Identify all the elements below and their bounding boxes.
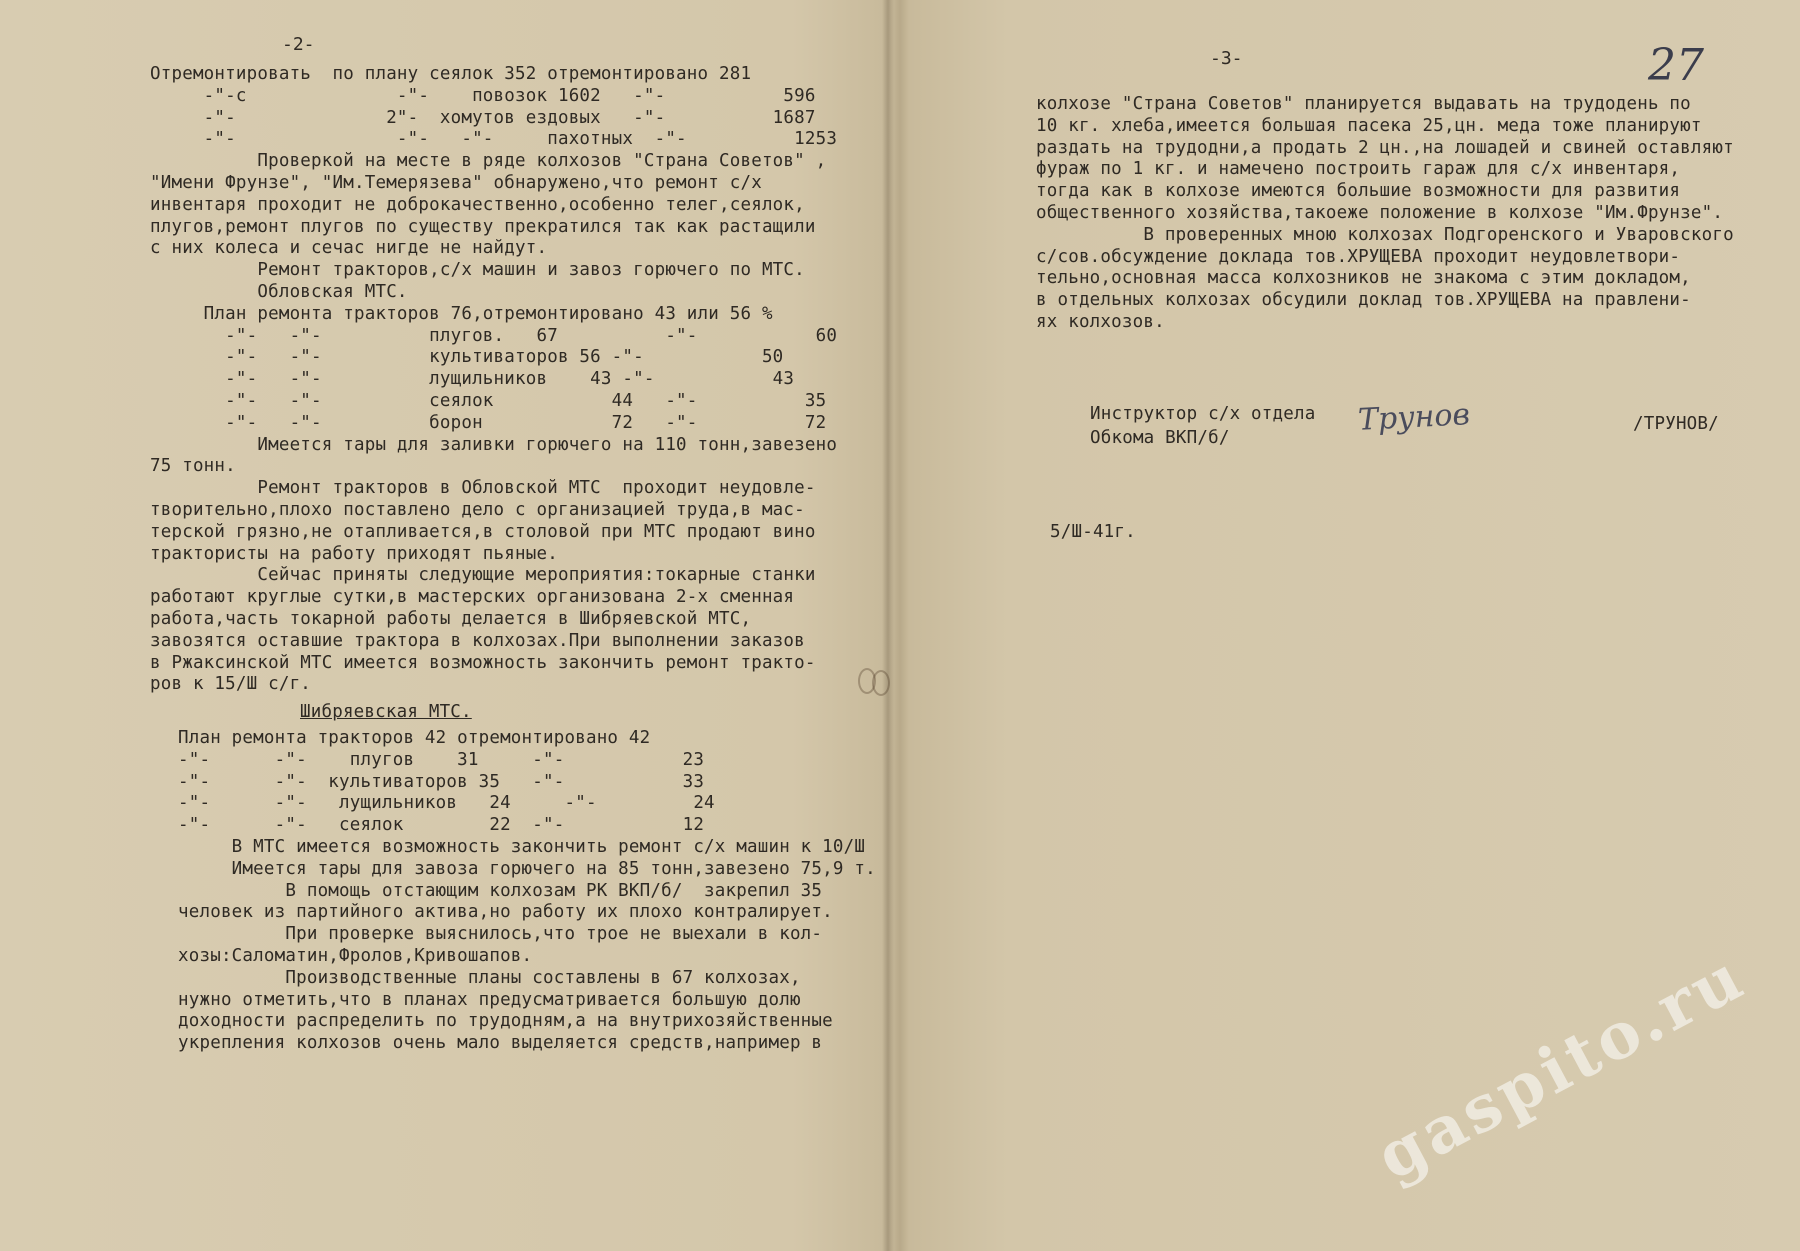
text-line: в Ржаксинской МТС имеется возможность закончить ремонт тракто- — [150, 652, 816, 673]
text-line: "Имени Фрунзе", "Им.Темерязева" обнаружено,что ремонт с/х — [150, 173, 762, 193]
section-title: Шибряевская МТС. — [300, 702, 472, 722]
text-line: 10 кг. хлеба,имеется большая пасека 25,цн. меда тоже планируют — [1036, 115, 1702, 136]
text-line: работают круглые сутки,в мастерских организована 2-х сменная — [150, 587, 795, 608]
text-line: укрепления колхозов очень мало выделяется средств,например в — [178, 1033, 823, 1054]
right-page — [888, 0, 1800, 1251]
text-line: ях колхозов. — [1036, 312, 1165, 332]
text-line: Имеется тары для заливки горючего на 110 тонн,завезено — [150, 434, 838, 455]
text-line: терской грязно,не отапливается,в столовой при МТС продают вино — [150, 521, 816, 542]
text-line: общественного хозяйства,такоеже положение в колхозе "Им.Фрунзе". — [1036, 203, 1724, 223]
text-line: хозы:Саломатин,Фролов,Кривошапов. — [178, 946, 533, 966]
text-line: творительно,плохо поставлено дело с организацией труда,в мас- — [150, 500, 805, 520]
text-line: фураж по 1 кг. и намечено построить гараж для с/х инвентаря, — [1036, 159, 1681, 180]
text-line: -"- -"- плугов. 67 -"- 60 — [150, 325, 838, 346]
handwritten-signature: Трунов — [1357, 397, 1471, 438]
text-line: завозятся оставшие трактора в колхозах.При выполнении заказов — [150, 630, 805, 651]
text-line: в отдельных колхозах обсудили доклад тов.ХРУЩЕВА на правлени- — [1036, 290, 1691, 311]
text-line: 75 тонн. — [150, 456, 236, 477]
text-line: -"- -"- борон 72 -"- 72 — [150, 412, 827, 433]
left-page — [0, 0, 888, 1251]
text-line: инвентаря проходит не доброкачественно,особенно телег,сеялок, — [150, 194, 805, 215]
text-line: Ремонт тракторов,с/х машин и завоз горючего по МТС. — [150, 260, 805, 281]
text-line: Ремонт тракторов в Обловской МТС проходит неудовле- — [150, 478, 816, 499]
text-line: -"- -"- лущильников 43 -"- 43 — [150, 369, 795, 390]
text-line: Проверкой на месте в ряде колхозов "Страна Советов" , — [150, 151, 827, 172]
text-line: Производственные планы составлены в 67 колхозах, — [178, 967, 801, 988]
text-line: -"- -"- -"- пахотных -"- 1253 — [150, 129, 838, 150]
text-line: План ремонта тракторов 76,отремонтировано 43 или 56 % — [150, 303, 773, 324]
text-line: раздать на трудодни,а продать 2 цн.,на лошадей и свиней оставляют — [1036, 137, 1734, 158]
page-number: -3- — [1210, 48, 1243, 69]
text-line: человек из партийного актива,но работу их плохо контралирует. — [178, 902, 833, 923]
text-line: -"- 2"- хомутов ездовых -"- 1687 — [150, 107, 816, 128]
text-line: В проверенных мною колхозах Подгоренского и Уваровского — [1036, 224, 1734, 245]
text-line: работа,часть токарной работы делается в Шибряевской МТС, — [150, 609, 752, 629]
signature-title-2: Обкома ВКП/б/ — [1090, 428, 1230, 448]
watermark: gaspito.ru — [1364, 938, 1758, 1195]
text-line: плугов,ремонт плугов по существу прекратился так как растащили — [150, 216, 816, 237]
text-line: колхозе "Страна Советов" планируется выдавать на трудодень по — [1036, 94, 1691, 114]
text-line: Отремонтировать по плану сеялок 352 отремонтировано 281 — [150, 64, 752, 84]
text-line: с них колеса и сечас нигде не найдут. — [150, 238, 548, 259]
text-line: При проверке выяснилось,что трое не выехали в кол- — [178, 924, 823, 945]
signature-title-1: Инструктор с/х отдела — [1090, 404, 1316, 424]
text-line: -"- -"- сеялок 22 -"- 12 — [178, 815, 705, 836]
signatory-name: /ТРУНОВ/ — [1633, 414, 1719, 434]
text-line: -"-с -"- повозок 1602 -"- 596 — [150, 85, 816, 106]
text-line: нужно отметить,что в планах предусматривается большую долю — [178, 989, 801, 1010]
text-line: План ремонта тракторов 42 отремонтировано 42 — [178, 728, 651, 748]
text-line: -"- -"- сеялок 44 -"- 35 — [150, 391, 827, 411]
text-line: ров к 15/Ш с/г. — [150, 674, 312, 695]
text-line: трактористы на работу приходят пьяные. — [150, 543, 558, 564]
text-line: тогда как в колхозе имеются большие возможности для развития — [1036, 181, 1681, 202]
page-number: -2- — [282, 34, 315, 55]
text-line: доходности распределить по трудодням,а на внутрихозяйственные — [178, 1011, 833, 1032]
text-line: с/сов.обсуждение доклада тов.ХРУЩЕВА проходит неудовлетвори- — [1036, 246, 1681, 267]
document-date: 5/Ш-41г. — [1050, 522, 1136, 542]
text-line: тельно,основная масса колхозников не знакома с этим докладом, — [1036, 268, 1691, 289]
text-line: Сейчас приняты следующие мероприятия:токарные станки — [150, 565, 816, 586]
text-line: -"- -"- культиваторов 56 -"- 50 — [150, 347, 784, 368]
text-line: Имеется тары для завоза горючего на 85 тонн,завезено 75,9 т. — [178, 858, 876, 879]
text-line: -"- -"- культиваторов 35 -"- 33 — [178, 771, 705, 792]
text-line: -"- -"- лущильников 24 -"- 24 — [178, 793, 715, 814]
text-line: -"- -"- плугов 31 -"- 23 — [178, 749, 705, 770]
archive-page-mark: 27 — [1648, 40, 1704, 91]
text-line: В МТС имеется возможность закончить ремонт с/х машин к 10/Ш — [178, 837, 866, 857]
text-line: В помощь отстающим колхозам РК ВКП/б/ закрепил 35 — [178, 880, 823, 901]
text-line: Обловская МТС. — [150, 282, 408, 302]
